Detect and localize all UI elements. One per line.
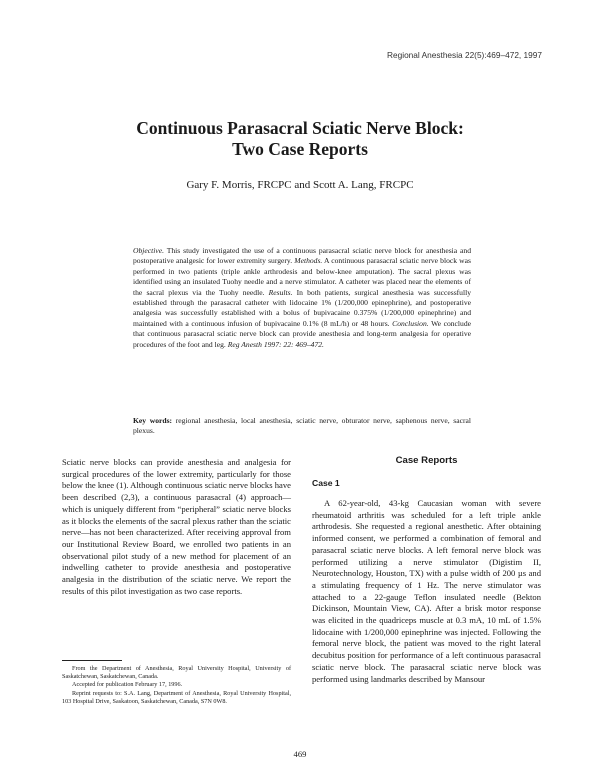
keywords-text: regional anesthesia, local anesthesia, sciatic nerve, obturator nerve, saphenous nerve, sacral plexus. xyxy=(133,416,471,436)
footnotes xyxy=(62,665,291,706)
abstract-citation: Reg Anesth 1997: 22: 469–472. xyxy=(227,339,324,349)
footnote-reprints: Reprint requests to: S.A. Lang, Department of Anesthesia, Royal University Hospital, 103 Hospital Drive, Saskatoon, Saskatchewan, Canada, S7N 0W8. xyxy=(62,689,291,705)
abstract xyxy=(133,246,471,350)
abstract-methods-label: Methods. xyxy=(294,256,323,266)
abstract-results-label: Results. xyxy=(268,287,293,297)
keywords-label: Key words: xyxy=(133,416,173,425)
footnote-accepted: Accepted for publication February 17, 1996. xyxy=(72,681,183,689)
abstract-conclusion-label: Conclusion. xyxy=(392,318,429,328)
abstract-objective-text: This study investigated the use of a continuous parasacral sciatic nerve block for anesthesia and postoperative analgesic for lower extremity surgery. xyxy=(133,246,471,266)
journal-reference: Regional Anesthesia 22(5):469–472, 1997 xyxy=(387,50,542,60)
article-authors: Gary F. Morris, FRCPC and Scott A. Lang, FRCPC xyxy=(186,179,414,191)
abstract-results-text: In both patients, surgical anesthesia was successfully established through the parasacral catheter with lidocaine 1% (1/200,000 epinephrine), and postoperative analgesia was successfully established with a bolus of bupivacaine 0.375% (1/200,000 epinephrine) and maintained with a continuous infusion of bupivacaine 0.1% (8 mL/h) or 48 hours. xyxy=(133,287,471,328)
subsection-heading-case-1: Case 1 xyxy=(312,478,340,488)
footnote-affiliation: From the Department of Anesthesia, Royal University Hospital, University of Saskatchewan, Saskatchewan, Canada. xyxy=(62,665,291,681)
article-title-line-1: Continuous Parasacral Sciatic Nerve Block: xyxy=(136,118,464,138)
section-heading-case-reports: Case Reports xyxy=(395,455,458,466)
abstract-methods-text: A continuous parasacral sciatic nerve block was performed in two patients (triple ankle arthrodesis and below-knee amputation). The sacral plexus was identified using an insulated Tuohy needle and a nerve stimulator. A catheter was placed near the elements of the sacral plexus via the Tuohy needle. xyxy=(133,256,471,297)
case-1-paragraph: A 62-year-old, 43-kg Caucasian woman with severe rheumatoid arthritis was scheduled for a left triple ankle arthrodesis. She requested a regional anesthetic. After obtaining informed consent, we performed a combination of femoral and parasacral sciatic nerve blocks. A left femoral nerve block was performed utilizing a nerve stimulator (Digistim II, Neurotechnology, Houston, TX) with a pulse width of 200 µs and a stimulating frequency of 1 Hz. The nerve stimulator was attached to a 22-gauge Teflon insulated needle (Bekton Dickinson, Mountain View, CA). After a brisk motor response was elicited in the quadriceps muscle at 0.3 mA, 10 mL of 1.5% lidocaine with 1/200,000 epinephrine was injected. Following the femoral nerve block, the patient was moved to the right lateral decubitus position for performance of a left continuous parasacral sciatic nerve block. The parasacral sciatic nerve block was performed using landmarks described by Mansour xyxy=(312,498,541,684)
abstract-objective-label: Objective. xyxy=(133,246,164,255)
introduction-paragraph: Sciatic nerve blocks can provide anesthesia and analgesia for surgical procedures of the lower extremity, particularly for those below the knee (1). Although continuous sciatic nerve blocks have been described (2,3), a continuous parasacral (4) approach—which is uniquely different from “peripheral” sciatic nerve blocks as it blocks the elements of the sacral plexus rather than the sciatic nerve—has not been characterized. After receiving approval from our Institutional Review Board, we enrolled two patients in an observational pilot study of a new method for placement of an indwelling catheter to provide anesthesia and postoperative analgesia in the distribution of the sciatic nerve. We report the results of this pilot investigation as two case reports. xyxy=(62,457,291,596)
footnote-divider xyxy=(62,660,122,661)
article-title-line-2: Two Case Reports xyxy=(232,139,368,159)
keywords xyxy=(133,416,471,437)
abstract-conclusion-text: We conclude that continuous parasacral sciatic nerve block can provide anesthesia and long-term analgesia for operative procedures of the foot and leg. xyxy=(133,318,471,349)
page-number: 469 xyxy=(293,749,307,759)
